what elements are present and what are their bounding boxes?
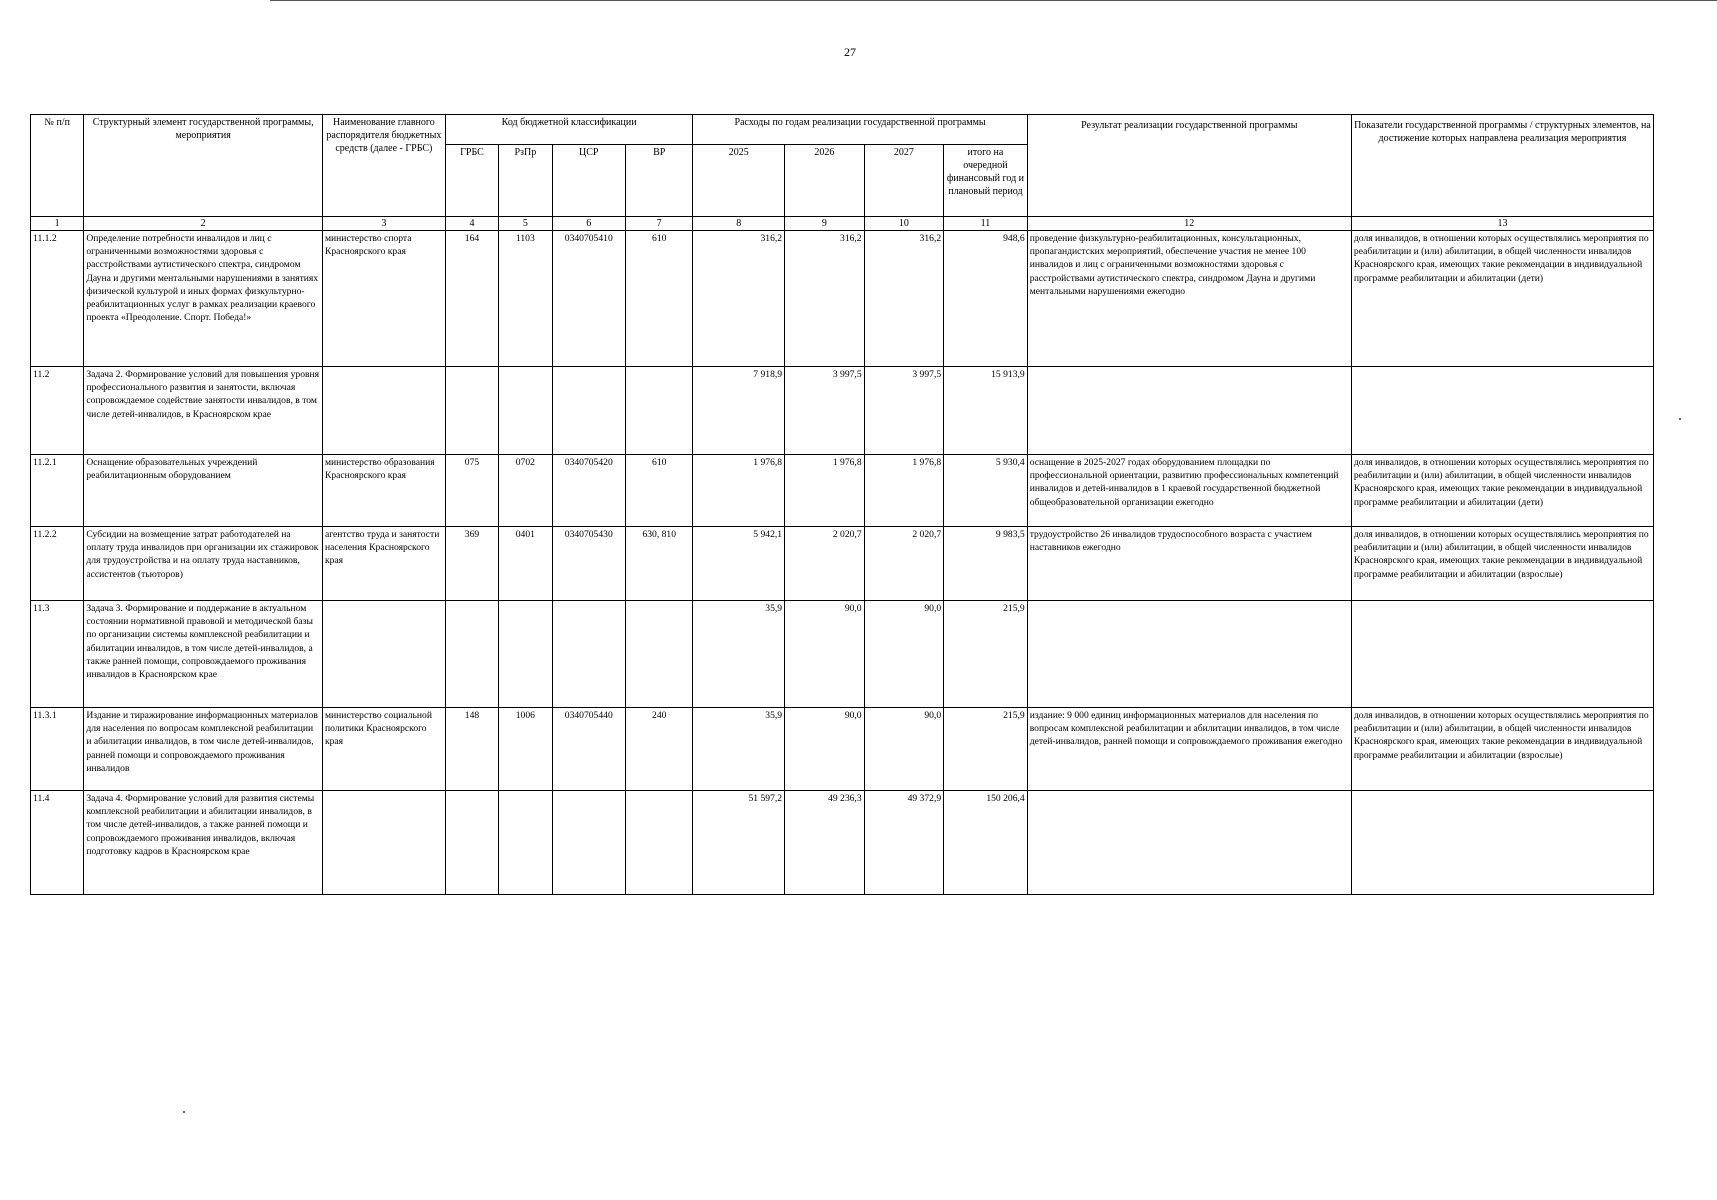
row-vr-code: 240 (626, 708, 693, 791)
column-number: 9 (785, 217, 865, 231)
row-expense-2027: 49 372,9 (864, 791, 944, 895)
row-indicators: доля инвалидов, в отношении которых осуществлялись мероприятия по реабилитации и (или) абилитации, в общей численности инвалидов Красноярского края, имеющих такие рекомендации в индивидуальной программе реабилитации и абилитации (взрослые) (1351, 708, 1653, 791)
row-number: 11.2.2 (31, 527, 84, 601)
row-expense-2026: 90,0 (785, 601, 865, 708)
row-expense-total: 215,9 (944, 708, 1028, 791)
table-body (31, 231, 1654, 895)
column-number: 6 (552, 217, 625, 231)
row-element: Издание и тиражирование информационных материалов для населения по вопросам комплексной реабилитации и абилитации инвалидов, в том числе детей-инвалидов, ранней помощи и сопровождаемого проживания инвалидов (84, 708, 323, 791)
header-budget-code-group: Код бюджетной классификации (445, 115, 693, 145)
row-grbs-code: 148 (445, 708, 498, 791)
row-vr-code: 610 (626, 231, 693, 367)
row-expense-2026: 3 997,5 (785, 367, 865, 455)
scan-top-edge (270, 0, 1717, 1)
row-rzpr-code: 0401 (499, 527, 552, 601)
row-indicators: доля инвалидов, в отношении которых осуществлялись мероприятия по реабилитации и (или) абилитации, в общей численности инвалидов Красноярского края, имеющих такие рекомендации в индивидуальной программе реабилитации и абилитации (взрослые) (1351, 527, 1653, 601)
row-grbs-code: 075 (445, 455, 498, 527)
row-result: трудоустройство 26 инвалидов трудоспособного возраста с участием наставников ежегодно (1027, 527, 1351, 601)
row-rzpr-code: 1103 (499, 231, 552, 367)
row-csr-code: 0340705430 (552, 527, 625, 601)
column-number: 8 (693, 217, 785, 231)
column-number: 10 (864, 217, 944, 231)
row-expense-total: 15 913,9 (944, 367, 1028, 455)
row-expense-2027: 1 976,8 (864, 455, 944, 527)
program-activities-table (30, 114, 1654, 895)
row-expense-2026: 90,0 (785, 708, 865, 791)
row-expense-total: 215,9 (944, 601, 1028, 708)
row-expense-total: 948,6 (944, 231, 1028, 367)
column-number: 1 (31, 217, 84, 231)
header-2025: 2025 (693, 145, 785, 217)
row-expense-total: 150 206,4 (944, 791, 1028, 895)
row-indicators (1351, 791, 1653, 895)
header-expenses-group: Расходы по годам реализации государственной программы (693, 115, 1027, 145)
row-rzpr-code: 1006 (499, 708, 552, 791)
row-csr-code (552, 367, 625, 455)
row-result: оснащение в 2025-2027 годах оборудованием площадки по профессиональной ориентации, развитию профессиональных компетенций инвалидов и детей-инвалидов в 1 краевой государственной бюджетной общеобразовательной организации ежегодно (1027, 455, 1351, 527)
row-grbs-name: министерство образования Красноярского края (322, 455, 445, 527)
row-element: Задача 3. Формирование и поддержание в актуальном состоянии нормативной правовой и методической базы по организации системы комплексной реабилитации и абилитации инвалидов, в том числе детей-инвалидов, а также ранней помощи, сопровождаемого проживания инвалидов в Красноярском крае (84, 601, 323, 708)
column-number: 7 (626, 217, 693, 231)
row-expense-2025: 35,9 (693, 708, 785, 791)
header-element: Структурный элемент государственной программы, мероприятия (84, 115, 323, 217)
header-grbs: ГРБС (445, 145, 498, 217)
header-num: № п/п (31, 115, 84, 217)
row-expense-2027: 2 020,7 (864, 527, 944, 601)
row-result (1027, 367, 1351, 455)
row-csr-code: 0340705440 (552, 708, 625, 791)
header-csr: ЦСР (552, 145, 625, 217)
row-expense-2026: 2 020,7 (785, 527, 865, 601)
row-vr-code: 630, 810 (626, 527, 693, 601)
row-indicators (1351, 367, 1653, 455)
row-expense-2027: 3 997,5 (864, 367, 944, 455)
row-expense-2026: 316,2 (785, 231, 865, 367)
row-rzpr-code: 0702 (499, 455, 552, 527)
header-2027: 2027 (864, 145, 944, 217)
row-number: 11.4 (31, 791, 84, 895)
row-grbs-name (322, 791, 445, 895)
row-number: 11.3.1 (31, 708, 84, 791)
row-expense-2027: 90,0 (864, 708, 944, 791)
column-number-row (31, 217, 1654, 231)
row-csr-code: 0340705420 (552, 455, 625, 527)
row-expense-2025: 7 918,9 (693, 367, 785, 455)
table-row (31, 791, 1654, 895)
column-number: 5 (499, 217, 552, 231)
row-expense-2026: 49 236,3 (785, 791, 865, 895)
row-grbs-code: 369 (445, 527, 498, 601)
row-element: Задача 2. Формирование условий для повышения уровня профессионального развития и занятости, включая сопровождаемое содействие занятости инвалидов, в том числе детей-инвалидов, в Красноярском крае (84, 367, 323, 455)
row-csr-code: 0340705410 (552, 231, 625, 367)
scan-dot (183, 1111, 185, 1113)
row-number: 11.2 (31, 367, 84, 455)
column-number: 3 (322, 217, 445, 231)
row-indicators: доля инвалидов, в отношении которых осуществлялись мероприятия по реабилитации и (или) абилитации, в общей численности инвалидов Красноярского края, имеющих такие рекомендации в индивидуальной программе реабилитации и абилитации (дети) (1351, 455, 1653, 527)
row-result (1027, 601, 1351, 708)
column-number: 4 (445, 217, 498, 231)
row-element: Определение потребности инвалидов и лиц с ограниченными возможностями здоровья с расстройствами аутистического спектра, синдромом Дауна и другими ментальными нарушениями в занятиях физической культурой и иных формах физкультурно-реабилитационных услуг в рамках реализации краевого проекта «Преодоление. Спорт. Победа!» (84, 231, 323, 367)
row-expense-total: 9 983,5 (944, 527, 1028, 601)
table-row (31, 231, 1654, 367)
page-number: 27 (844, 45, 856, 59)
row-grbs-name (322, 601, 445, 708)
column-number: 13 (1351, 217, 1653, 231)
row-result: издание: 9 000 единиц информационных материалов для населения по вопросам комплексной реабилитации и абилитации инвалидов, в том числе детей-инвалидов, ранней помощи и сопровождаемого проживания ежегодно (1027, 708, 1351, 791)
row-expense-2027: 90,0 (864, 601, 944, 708)
column-number: 2 (84, 217, 323, 231)
row-grbs-code: 164 (445, 231, 498, 367)
row-result (1027, 791, 1351, 895)
row-number: 11.2.1 (31, 455, 84, 527)
row-vr-code: 610 (626, 455, 693, 527)
row-element: Субсидии на возмещение затрат работодателей на оплату труда инвалидов при организации их стажировок для трудоустройства и на оплату труда наставников, ассистентов (тьюторов) (84, 527, 323, 601)
row-rzpr-code (499, 367, 552, 455)
header-vr: ВР (626, 145, 693, 217)
row-result: проведение физкультурно-реабилитационных, консультационных, пропагандистских мероприятий, обеспечение участия не менее 100 инвалидов и лиц с ограниченными возможностями здоровья с расстройствами аутистического спектра, синдромом Дауна и другими ментальными нарушениями ежегодно (1027, 231, 1351, 367)
row-expense-2026: 1 976,8 (785, 455, 865, 527)
row-vr-code (626, 367, 693, 455)
header-rzpr: РзПр (499, 145, 552, 217)
row-grbs-name (322, 367, 445, 455)
row-vr-code (626, 791, 693, 895)
header-grbs-name: Наименование главного распорядителя бюджетных средств (далее - ГРБС) (322, 115, 445, 217)
row-expense-total: 5 930,4 (944, 455, 1028, 527)
row-number: 11.3 (31, 601, 84, 708)
scan-dot (1679, 418, 1681, 420)
table-row (31, 527, 1654, 601)
table-row (31, 708, 1654, 791)
row-expense-2025: 5 942,1 (693, 527, 785, 601)
table-row (31, 455, 1654, 527)
row-expense-2025: 316,2 (693, 231, 785, 367)
row-expense-2027: 316,2 (864, 231, 944, 367)
row-grbs-code (445, 601, 498, 708)
row-indicators: доля инвалидов, в отношении которых осуществлялись мероприятия по реабилитации и (или) абилитации, в общей численности инвалидов Красноярского края, имеющих такие рекомендации в индивидуальной программе реабилитации и абилитации (дети) (1351, 231, 1653, 367)
row-rzpr-code (499, 791, 552, 895)
row-vr-code (626, 601, 693, 708)
row-expense-2025: 1 976,8 (693, 455, 785, 527)
row-rzpr-code (499, 601, 552, 708)
table-row (31, 367, 1654, 455)
row-indicators (1351, 601, 1653, 708)
header-result: Результат реализации государственной программы (1027, 115, 1351, 217)
header-indicators: Показатели государственной программы / структурных элементов, на достижение которых направлена реализация мероприятия (1351, 115, 1653, 217)
header-total: итого на очередной финансовый год и плановый период (944, 145, 1028, 217)
row-element: Задача 4. Формирование условий для развития системы комплексной реабилитации и абилитации инвалидов, в том числе детей-инвалидов, а также ранней помощи и сопровождаемого проживания инвалидов, включая подготовку кадров в Красноярском крае (84, 791, 323, 895)
row-csr-code (552, 601, 625, 708)
table-row (31, 601, 1654, 708)
header-2026: 2026 (785, 145, 865, 217)
row-element: Оснащение образовательных учреждений реабилитационным оборудованием (84, 455, 323, 527)
row-expense-2025: 35,9 (693, 601, 785, 708)
column-number: 12 (1027, 217, 1351, 231)
row-grbs-code (445, 791, 498, 895)
row-grbs-name: агентство труда и занятости населения Красноярского края (322, 527, 445, 601)
row-csr-code (552, 791, 625, 895)
row-grbs-code (445, 367, 498, 455)
row-grbs-name: министерство социальной политики Красноярского края (322, 708, 445, 791)
row-number: 11.1.2 (31, 231, 84, 367)
row-grbs-name: министерство спорта Красноярского края (322, 231, 445, 367)
column-number: 11 (944, 217, 1028, 231)
row-expense-2025: 51 597,2 (693, 791, 785, 895)
